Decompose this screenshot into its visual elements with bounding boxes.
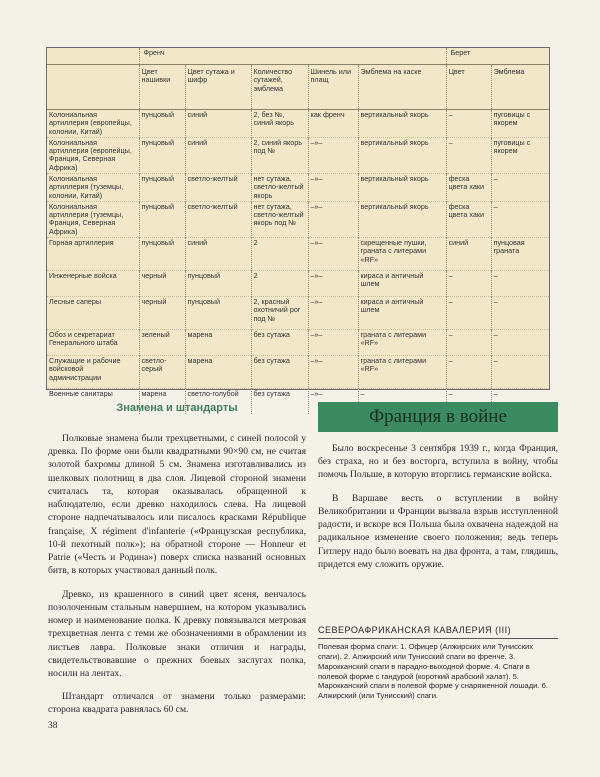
table-cell: – [446, 137, 491, 173]
left-column [48, 402, 306, 727]
column-header: Количество сутажей, эмблема [251, 65, 308, 110]
table-column-header-row [47, 65, 549, 110]
table-cell: светло-желтый [185, 173, 251, 201]
column-header: Цвет нашивки [139, 65, 185, 110]
table-cell: светло-серый [139, 355, 185, 388]
table-cell: пунцовый [139, 237, 185, 270]
paragraph: В Варшаве весть о вступлении в войну Великобритании и Франции вызвала взрыв исступленной радости, и вскоре вся Польша была охвачена надеждой на радикальное изменение своего положения; ведь теперь Гитлеру надо было воевать на два фронта, а там, глядишь, придется ему сложить оружие. [318, 492, 558, 570]
group-header-beret: Берет [446, 48, 549, 65]
table-group-header-row [47, 48, 549, 65]
column-header: Эмблема на каске [358, 65, 446, 110]
table-row [47, 329, 549, 355]
table-cell: граната с литерами «RF» [358, 329, 446, 355]
table-cell: без сутажа [251, 388, 308, 414]
table-cell: пунцовый [139, 173, 185, 201]
table-cell: –»– [308, 201, 358, 237]
paragraph: Полковые знамена были трехцветными, с синей полосой у древка. По форме они были квадратными 90×90 см, не считая золотой бахромы длиной 5 см. Знамена изготавливались из шелковых полотнищ в два слоя. Лицевой стороной знамени считалась та, которая оказывалась обращенной к наблюдателю, если древко находилось слева. На лицевой стороне надпечатывалось или писалось красками République française, X régiment d'infanterie («Французская республика, 10-й пехотный полк»); на обратной стороне — Honneur et Patrie («Честь и Родина») поверх списка названий основных битв, в которых участвовал данный полк. [48, 433, 306, 577]
table-cell: без сутажа [251, 355, 308, 388]
table-cell: –»– [308, 137, 358, 173]
table-cell: –»– [308, 237, 358, 270]
table-cell: Обоз и секретариат Генерального штаба [47, 329, 139, 355]
table-cell: – [491, 173, 549, 201]
table-cell: 2 [251, 270, 308, 296]
column-header: Эмблема [491, 65, 549, 110]
table-cell: – [446, 355, 491, 388]
table-cell: марена [185, 329, 251, 355]
table-row [47, 355, 549, 388]
table-cell: вертикальный якорь [358, 110, 446, 138]
table-cell: зеленый [139, 329, 185, 355]
table-cell: 2, синий якорь под № [251, 137, 308, 173]
table-cell: – [491, 355, 549, 388]
table-cell: как френч [308, 110, 358, 138]
table-row [47, 296, 549, 329]
table-cell: Колониальная артиллерия (туземцы, Франция, Северная Африка) [47, 201, 139, 237]
section-heading-banners: Знамена и штандарты [116, 402, 238, 414]
table-cell: светло-желтый [185, 201, 251, 237]
chapter-banner: Франция в войне [318, 402, 558, 432]
table-cell: светло-голубой [185, 388, 251, 414]
table-cell: пуговицы с якорем [491, 137, 549, 173]
table-cell: Колониальная артиллерия (европейцы, Франция, Северная Африка) [47, 137, 139, 173]
table-row [47, 201, 549, 237]
paragraph: Древко, из крашенного в синий цвет ясеня, венчалось позолоченным стальным навершием, на котором указывались номер и наименование полка. К древку повязывался метровая трехцветная лента с теми же обозначениями в обрамлении из листьев лавра. Полковые знаки отличия и награды, свидетельствовавшие о прежних боевых заслугах полка, носили на лентах. [48, 588, 306, 679]
table-row [47, 110, 549, 138]
table-cell: синий [185, 137, 251, 173]
group-header-french: Френч [139, 48, 446, 65]
table-cell: Колониальная артиллерия (европейцы, колонии, Китай) [47, 110, 139, 138]
table-cell: –»– [308, 270, 358, 296]
table-cell: –»– [308, 296, 358, 329]
table-cell: –»– [308, 329, 358, 355]
table-cell: –»– [308, 388, 358, 414]
table-row [47, 137, 549, 173]
table-cell: вертикальный якорь [358, 137, 446, 173]
table-cell: вертикальный якорь [358, 173, 446, 201]
table-row [47, 173, 549, 201]
table-cell: синий [185, 110, 251, 138]
table-cell: вертикальный якорь [358, 201, 446, 237]
table-cell: Колониальная артиллерия (туземцы, колонии, Китай) [47, 173, 139, 201]
column-header: Шинель или плащ [308, 65, 358, 110]
table-cell: кираса и античный шлем [358, 270, 446, 296]
table-cell: феска цвета хаки [446, 173, 491, 201]
table-cell: пунцовый [185, 270, 251, 296]
right-column [318, 402, 558, 581]
table-cell: марена [139, 388, 185, 414]
table-cell: пунцовый [139, 110, 185, 138]
table-cell: кираса и античный шлем [358, 296, 446, 329]
table-cell: – [446, 110, 491, 138]
table-cell: пунцовый [139, 201, 185, 237]
column-header: Цвет [446, 65, 491, 110]
table-cell: пунцовая граната [491, 237, 549, 270]
table-cell: пуговицы с якорем [491, 110, 549, 138]
table-cell: – [491, 388, 549, 414]
table-cell: без сутажа [251, 329, 308, 355]
table-cell: – [491, 329, 549, 355]
table-cell: – [446, 329, 491, 355]
table-cell: 2 [251, 237, 308, 270]
table-cell: 2, без №, синий якорь [251, 110, 308, 138]
table-cell: феска цвета хаки [446, 201, 491, 237]
table-cell: –»– [308, 355, 358, 388]
table-cell: марена [185, 355, 251, 388]
table-row [47, 237, 549, 270]
table-cell: – [491, 296, 549, 329]
table-cell: скрещенные пушки, граната с литерами «RF» [358, 237, 446, 270]
page-number: 38 [48, 721, 58, 731]
table-cell: –»– [308, 173, 358, 201]
table-cell: пунцовый [185, 296, 251, 329]
table-cell: черный [139, 270, 185, 296]
caption-title: СЕВЕРОАФРИКАНСКАЯ КАВАЛЕРИЯ (III) [318, 625, 558, 639]
illustration-caption [318, 625, 558, 701]
table-cell: синий [446, 237, 491, 270]
table-cell: Военные санитары [47, 388, 139, 414]
table-cell: – [491, 201, 549, 237]
uniform-table-box [46, 47, 550, 398]
table-cell: Лесные саперы [47, 296, 139, 329]
paragraph: Штандарт отличался от знамени только размерами: сторона квадрата равнялась 60 см. [48, 691, 306, 716]
table-cell: граната с литерами «RF» [358, 355, 446, 388]
caption-text: Полевая форма спаги: 1. Офицер (Алжирских или Тунисских спаги). 2. Алжирский или Тунисский спаги во френче. 3. Марокканский спаги в парадно-выходной форме. 4. Спаги в полевой форме с гандурой (короткий арабский халат). 5. Марокканский спаги в полевой форме у снаряженной лошади. 6. Алжирский (или Тунисский) спаги. [318, 642, 548, 701]
table-cell: – [446, 296, 491, 329]
table-cell: черный [139, 296, 185, 329]
table-cell: 2, красный охотничий рог под № [251, 296, 308, 329]
table-cell: пунцовый [139, 137, 185, 173]
table-cell: – [446, 270, 491, 296]
table-cell: – [358, 388, 446, 414]
table-cell: – [446, 388, 491, 414]
table-cell: Горная артиллерия [47, 237, 139, 270]
table-cell: Служащие и рабочие войсковой администрации [47, 355, 139, 388]
table-row [47, 270, 549, 296]
table-cell: синий [185, 237, 251, 270]
column-header: Цвет сутажа и шифр [185, 65, 251, 110]
table-cell: – [491, 270, 549, 296]
table-cell: нет сутажа, светло-желтый якорь [251, 173, 308, 201]
uniform-table [47, 48, 549, 414]
paragraph: Было воскресенье 3 сентября 1939 г., когда Франция, без страха, но и без восторга, вступила в войну, чтобы помочь Польше, в которую вторглись германские войска. [318, 443, 558, 481]
table-cell: Инженерные войска [47, 270, 139, 296]
table-cell: нет сутажа, светло-желтый якорь под № [251, 201, 308, 237]
